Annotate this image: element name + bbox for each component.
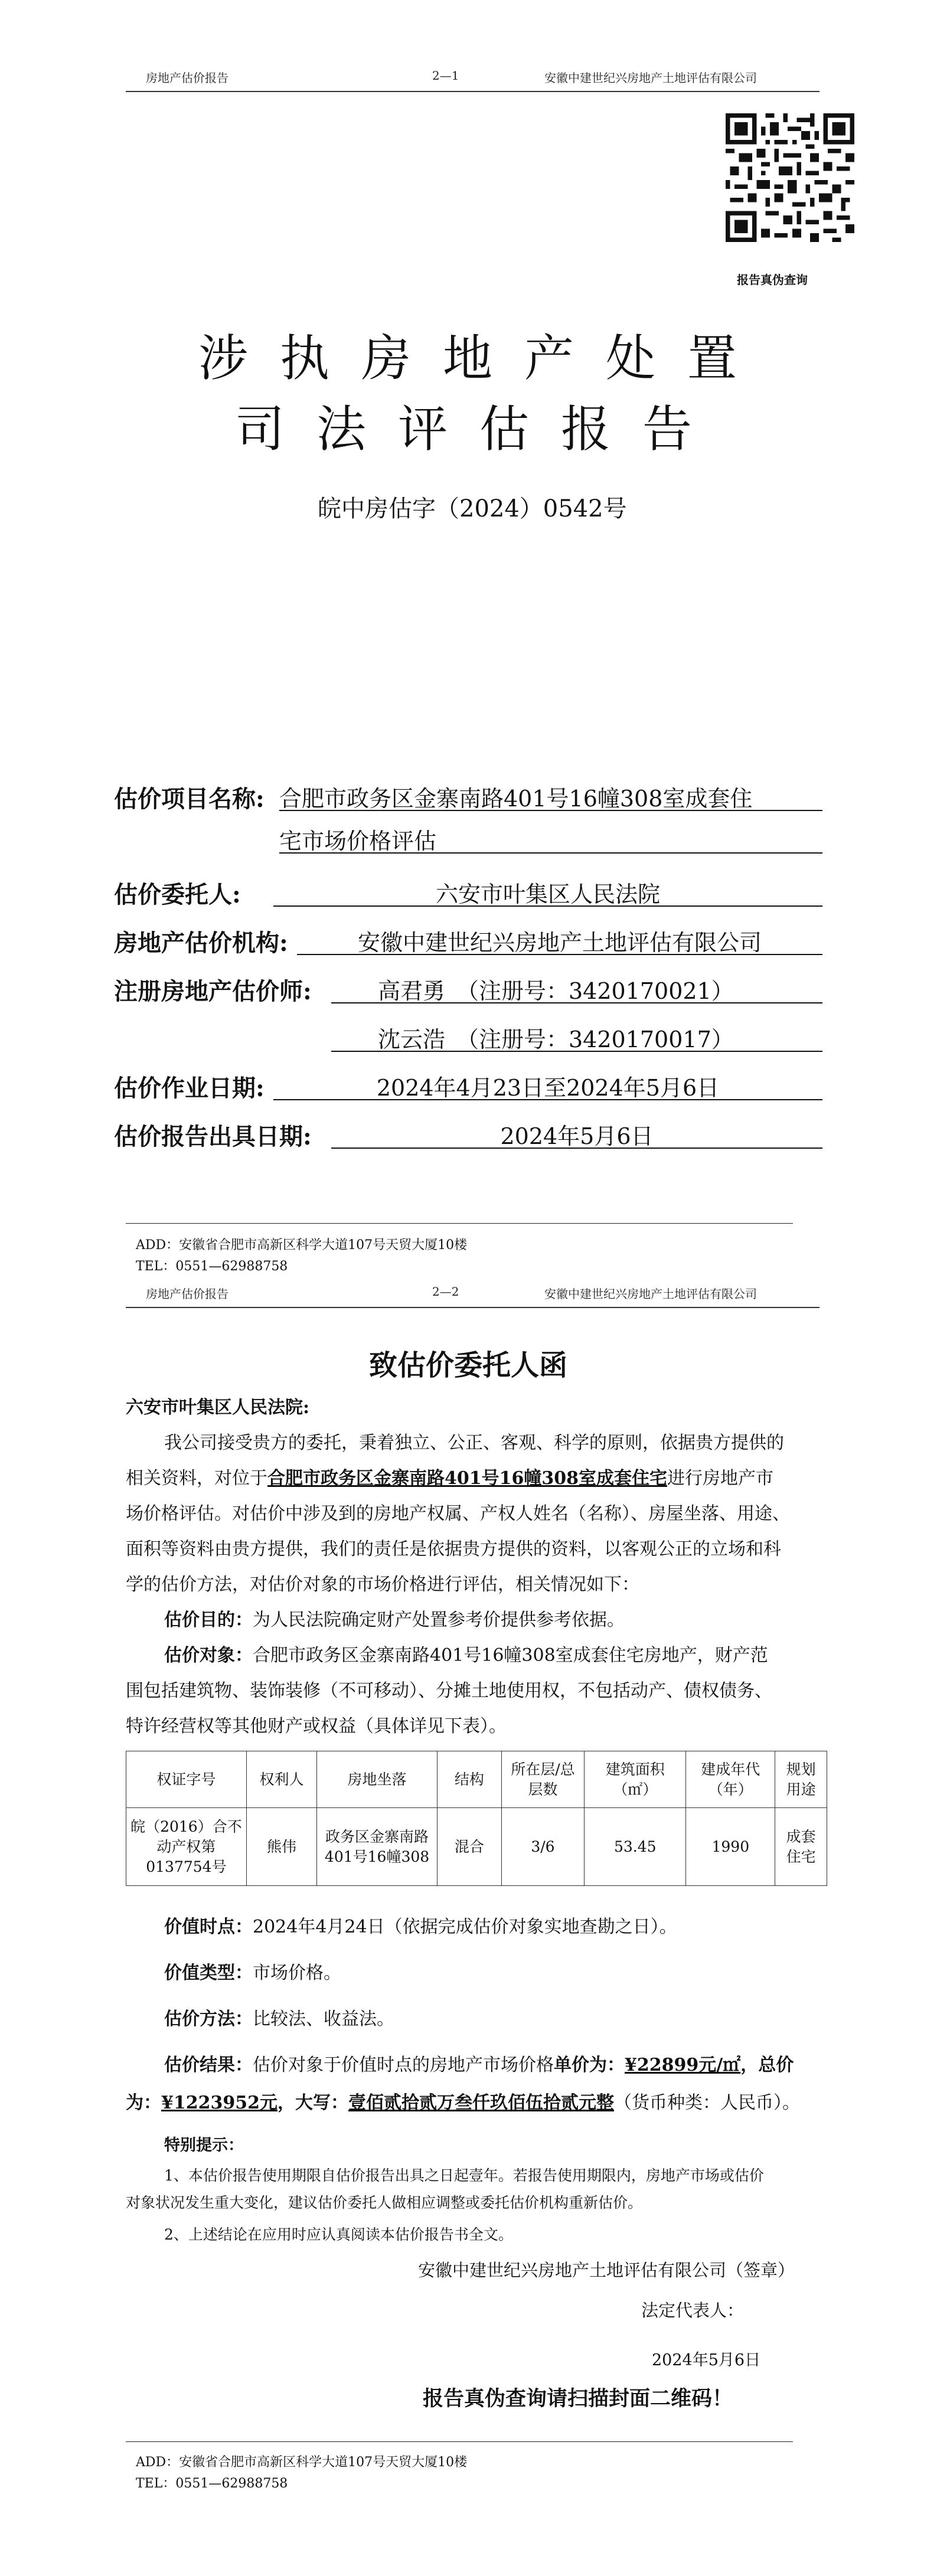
footer-rule [126,2441,793,2442]
table-cell-usage: 成套住宅 [775,1808,827,1886]
qr-verify-notice: 报告真伪查询请扫描封面二维码！ [423,2387,733,2411]
table-cell-location: 政务区金寨南路401号16幢308 [317,1808,438,1886]
project-value-line1: 合肥市政务区金寨南路401号16幢308室成套住 [279,786,753,812]
table-cell-area: 53.45 [585,1808,686,1886]
property-table [126,1751,827,1886]
table-cell-owner: 熊伟 [246,1808,316,1886]
notes-title: 特别提示： [164,2136,244,2155]
valuedate-line: 价值时点：2024年4月24日（依据完成估价对象实地查勘之日）。 [164,1917,677,1937]
client-value: 六安市叶集区人民法院 [435,881,660,907]
addressee: 六安市叶集区人民法院: [126,1397,310,1418]
appraiser-1: 高君勇 （注册号：3420170021） [378,978,734,1004]
table-cell-cert-no: 皖（2016）合不动产权第0137754号 [126,1808,247,1886]
note1-line2: 对象状况发生重大变化，建议估价委托人做相应调整或委托估价机构重新估价。 [126,2194,643,2211]
report-title-line2: 司法评估报告 [235,400,724,458]
footer-tel: TEL：0551—62988758 [136,2476,288,2491]
agency-label: 房地产估价机构: [114,929,288,957]
workdate-value: 2024年4月23日至2024年5月6日 [376,1075,720,1101]
table-header-cell: 所在层/总层数 [501,1751,584,1808]
para1-line2: 相关资料，对位于合肥市政务区金寨南路401号16幢308室成套住宅进行房地产市 [126,1468,773,1489]
report-number: 皖中房估字（2024）0542号 [318,495,627,522]
table-header-cell: 结构 [437,1751,501,1808]
result-line2: 为：¥1223952元，大写：壹佰贰拾贰万叁仟玖佰伍拾贰元整（货币种类：人民币）。 [126,2093,800,2113]
legal-representative: 法定代表人： [641,2300,745,2320]
appraiser-underline-1 [331,1002,822,1003]
table-header-cell: 房地坐落 [317,1751,438,1808]
appraiser-label: 注册房地产估价师: [114,978,312,1005]
agency-value: 安徽中建世纪兴房地产土地评估有限公司 [357,930,762,956]
method-line: 估价方法：比较法、收益法。 [164,2009,394,2029]
client-label: 估价委托人: [114,881,241,908]
header-right: 安徽中建世纪兴房地产土地评估有限公司 [544,1287,757,1301]
table-header-cell: 建成年代（年） [686,1751,775,1808]
workdate-underline [273,1099,822,1100]
project-label: 估价项目名称: [114,785,265,813]
result-line1: 估价结果：估价对象于价值时点的房地产市场价格单价为：¥22899元/㎡，总价 [164,2055,794,2075]
table-header-row [126,1751,827,1808]
para1-line5: 学的估价方法，对估价对象的市场价格进行评估，相关情况如下： [126,1574,639,1595]
qr-caption: 报告真伪查询 [737,273,808,287]
para1-line3: 场价格评估。对估价中涉及到的房地产权属、产权人姓名（名称）、房屋坐落、用途、 [126,1503,790,1524]
note1-line1: 1、本估价报告使用期限自估价报告出具之日起壹年。若报告使用期限内，房地产市场或估价 [164,2167,764,2184]
header-page-number: 2—1 [432,68,459,83]
header-page-number: 2—2 [432,1284,459,1299]
table-header-cell: 权证字号 [126,1751,247,1808]
project-value-line2: 宅市场价格评估 [279,828,437,854]
table-cell-structure: 混合 [437,1808,501,1886]
footer-rule [126,1223,793,1224]
object-line3: 特许经营权等其他财产或权益（具体详见下表）。 [126,1716,507,1737]
agency-underline [297,954,822,955]
qr-code-icon [726,113,854,242]
table-cell-year: 1990 [686,1808,775,1886]
appraiser-underline-2 [331,1051,822,1052]
valuetype-line: 价值类型：市场价格。 [164,1963,341,1983]
header-rule [126,1307,820,1308]
report-title-line1: 涉执房地产处置 [198,329,769,387]
table-header-cell: 建筑面积（㎡） [585,1751,686,1808]
issuedate-value: 2024年5月6日 [500,1123,654,1149]
appraiser-2: 沈云浩 （注册号：3420170017） [378,1027,734,1052]
project-underline-2 [279,852,822,854]
client-underline [273,905,822,907]
header-right: 安徽中建世纪兴房地产土地评估有限公司 [544,71,757,85]
para1-line1: 我公司接受贵方的委托，秉着独立、公正、客观、科学的原则，依据贵方提供的 [164,1433,784,1453]
table-header-cell: 规划用途 [775,1751,827,1808]
project-underline-1 [279,810,822,811]
table-header-cell: 权利人 [246,1751,316,1808]
issuedate-label: 估价报告出具日期: [114,1123,312,1150]
header-left: 房地产估价报告 [146,71,228,85]
object-line2: 围包括建筑物、装饰装修（不可移动）、分摊土地使用权，不包括动产、债权债务、 [126,1681,772,1701]
para1-line4: 面积等资料由贵方提供，我们的责任是依据贵方提供的资料，以客观公正的立场和科 [126,1539,781,1560]
header-rule [126,91,820,92]
table-cell-floor: 3/6 [501,1808,584,1886]
footer-tel: TEL：0551—62988758 [136,1259,288,1274]
issuedate-underline [331,1148,822,1149]
note2: 2、上述结论在应用时应认真阅读本估价报告书全文。 [164,2226,513,2243]
table-row [126,1808,827,1886]
workdate-label: 估价作业日期: [114,1074,265,1102]
footer-address: ADD：安徽省合肥市高新区科学大道107号天贸大厦10楼 [136,1238,468,1253]
company-signature: 安徽中建世纪兴房地产土地评估有限公司（签章） [418,2260,795,2280]
letter-title: 致估价委托人函 [369,1349,568,1382]
header-left: 房地产估价报告 [146,1287,228,1301]
signature-date: 2024年5月6日 [652,2351,761,2369]
footer-address: ADD：安徽省合肥市高新区科学大道107号天贸大厦10楼 [136,2455,468,2470]
purpose-line: 估价目的：为人民法院确定财产处置参考价提供参考依据。 [164,1610,625,1630]
object-line1: 估价对象：合肥市政务区金寨南路401号16幢308室成套住宅房地产，财产范 [164,1645,768,1666]
